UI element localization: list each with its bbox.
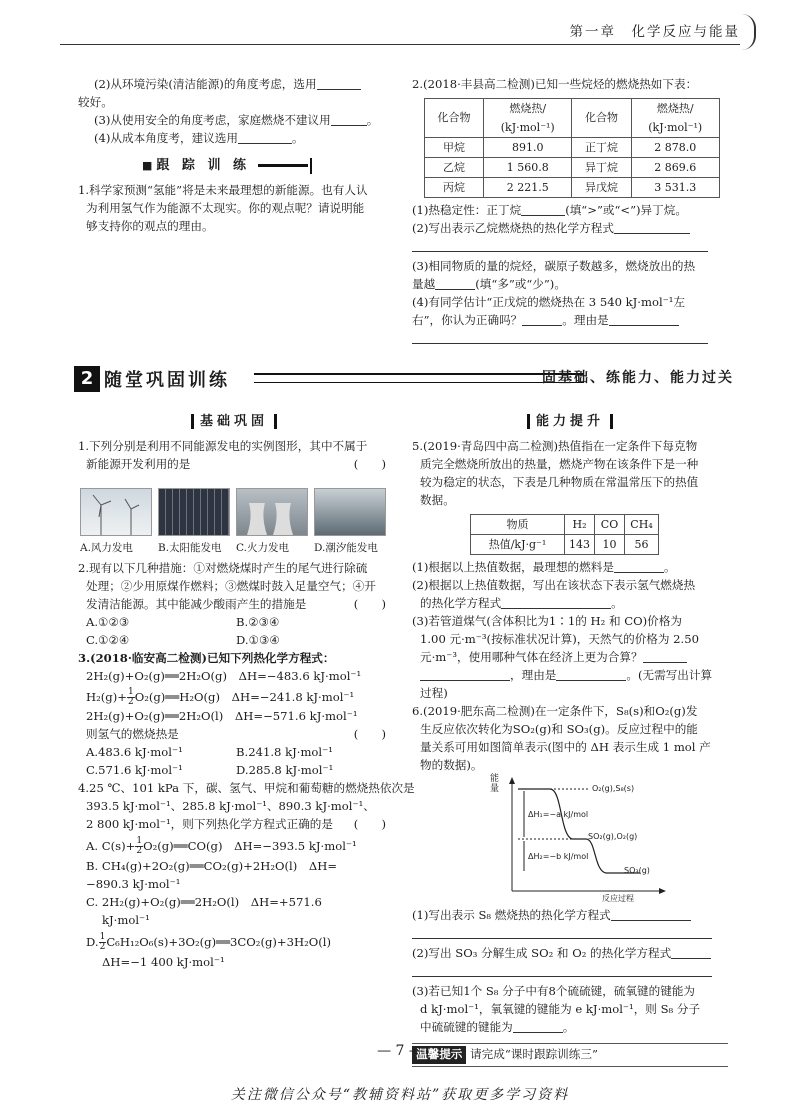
option[interactable]: A.①②③ [86,614,130,629]
option-c-cont: kJ·mol⁻¹ [102,912,150,927]
answer-blank[interactable] [643,651,687,663]
equation-3: 2H₂(g)+O₂(g)══2H₂O(l) ΔH=−571.6 kJ·mol⁻¹ [86,708,358,723]
t1-line3: 够支持你的观点的理由。 [86,218,214,233]
q2c: 发清洁能源。其中能减少酸雨产生的措施是 [86,597,307,612]
table-row [425,178,720,198]
table-row [471,535,659,555]
q5-p3c: 元·m⁻³，使用哪种气体在经济上更为合算？ [420,649,643,664]
option-a-part1: A. C(s)+ [86,838,136,853]
q5-p3e: 。(无需写出计算 [626,667,713,682]
fraction-denominator: 2 [127,697,134,708]
table-unit: (kJ·mol⁻¹) [484,118,572,138]
fraction-numerator: 1 [127,687,134,698]
answer-blank[interactable] [671,947,711,959]
p4b-text: 右”，你认为正确吗？ [412,313,523,328]
caption-b: B.太阳能发电 [158,542,222,555]
q3-ask: 则氢气的燃烧热是 [86,726,179,741]
dh1-label: ΔH₁=−a kJ/mol [528,809,589,819]
table-row [425,158,720,178]
option[interactable]: B.241.8 kJ·mol⁻¹ [236,744,333,759]
equation-2a: H₂(g)+ [86,689,127,704]
tidal-power-photo [314,488,386,536]
right-column: 能力提升 5.(2019·青岛四中高二检测)热值指在一定条件下每克物 质完全燃烧所放出的热量，燃烧产物在该条件下是一种 较为稳定的状态，下表是几种物质在常温常压下的热值 数据。 物质 H₂ CO CH₄ 热值/kJ·g⁻¹ 143 10 56 (1)根据以上热值数据，最理想的燃料是 。 (2)根据以上热值数据，写出在该状态下表示氢气燃烧热 的热化学方程式 。 (3)若管道煤气(含体积比为1∶1的 H₂ 和 CO)价格为 1.00 元·m⁻³(按标准状况计算)，天然气的价格为 2.50 元·m⁻³，使用哪种气体在经济上更为合算？ ，理由是 。(无需写出计算 过程) 6.(2019·肥东高二检测)在一定条件下，S₈(s)和O₂(g)发 生反应依次转化为SO₂(g)和 SO₃(g)。反应过程中的能 量关系可用如图简单表示(图中的 ΔH 表示生成 1 mol 产 物的数据)。 能量 O₂(g),S₈(s) ΔH₁=−a kJ/mol SO₂(g),O₂(g) ΔH₂=−b kJ/mol SO₃(g) 反应过程 (1)写出表示 S₈ 燃烧热的热化学方程式 (2)写出 SO₃ 分解生成 SO₂ 和 O₂ 的热化学方程式 (3)若已知1个 S₈ 分子中有8个硫硫键，硫氧键的键能为 d kJ·mol⁻¹，氧氧键的键能为 e kJ·mol⁻¹，则 S₈ 分子 中硫硫键的键能为 。 温馨提示 请完成“课时跟踪训练三” [412,412,728,1067]
option-d[interactable] [78,930,390,954]
fraction-numerator: 1 [136,836,143,847]
table-header: 化合物 [572,98,631,137]
combustion-table [424,98,720,198]
q1b: 新能源开发利用的是 [86,457,191,472]
table-header: H₂ [565,515,595,535]
header-rule [60,44,740,45]
p4c-text: 。理由是 [562,313,609,328]
level-2-label: SO₂(g),O₂(g) [588,831,638,841]
option-d-part1: D. [86,934,99,949]
option-b-cont: −890.3 kJ·mol⁻¹ [86,876,181,891]
answer-blank[interactable] [614,222,690,234]
level-3-label: SO₃(g) [624,865,650,875]
answer-blank[interactable] [331,114,367,126]
q5a: 5.(2019·青岛四中高二检测)热值指在一定条件下每克物 [412,439,698,454]
q2b: 处理；②少用原煤作燃料；③燃煤时鼓入足量空气；④开 [86,579,376,594]
q6-p3b: d kJ·mol⁻¹，氧氧键的键能为 e kJ·mol⁻¹，则 S₈ 分子 [420,1001,701,1016]
caption-c: C.火力发电 [236,542,289,555]
option[interactable]: D.①③④ [236,632,280,647]
answer-blank[interactable] [412,332,708,344]
equation-1: 2H₂(g)+O₂(g)══2H₂O(g) ΔH=−483.6 kJ·mol⁻¹ [86,668,362,683]
q2-line1: (2)从环境污染(清洁能源)的角度考虑，选用 [94,77,317,91]
top-right-column [412,76,724,348]
top-left-column: (2)从环境污染(清洁能源)的角度考虑，选用 较好。 (3)从使用安全的角度考虑，家庭燃烧不建议用 。 (4)从成本角度考，建议选用 。 ■ 跟 踪 训 练 1.科学家预测“氢能”将是未来最理想的新能源。也有人认 为利用氢气作为能源不太现实。你的观点呢？请说明能 够支持你的观点的理由。 [78,76,390,236]
option[interactable]: C.571.6 kJ·mol⁻¹ [86,762,183,777]
q2-line2: 较好。 [78,94,113,109]
p3b-text: 量越 [412,277,436,292]
table-cell: 1 560.8 [484,158,572,178]
fraction-numerator: 1 [99,932,106,943]
half-fraction [127,688,135,707]
header-decoration [742,14,756,50]
cooling-tower-icon [237,489,309,537]
tip-label: 温馨提示 [412,1046,466,1064]
p4a-text: (4)有同学估计“正戊烷的燃烧热在 3 540 kJ·mol⁻¹左 [412,295,686,310]
q6-p3c: 中硫硫键的键能为 [420,1019,513,1034]
table-cell: 3 531.3 [631,178,720,198]
photo-row [78,474,390,560]
q5d: 数据。 [420,493,455,508]
answer-blank[interactable] [420,669,510,681]
answer-blank[interactable] [556,669,626,681]
table-header: 物质 [471,515,565,535]
level-1-label: O₂(g),S₈(s) [592,783,635,793]
chapter-title: 第一章 化学反应与能量 [569,24,740,40]
advanced-subtitle: 能力提升 [527,414,613,429]
thermal-plant-photo [236,488,308,536]
section-title: 随堂巩固训练 [104,370,230,391]
option[interactable]: C.①②④ [86,632,130,647]
answer-blank[interactable] [521,204,565,216]
table-cell: 2 869.6 [631,158,720,178]
p1-text: (1)热稳定性：正丁烷 [412,203,522,218]
x-axis-arrow-icon [659,888,666,894]
q4a: 4.25 ℃、101 kPa 下，碳、氢气、甲烷和葡萄糖的燃烧热依次是 [78,780,415,795]
energy-diagram-svg [490,775,670,901]
answer-blank[interactable] [522,314,562,326]
answer-blank[interactable] [412,965,712,977]
y-axis-label: 能量 [490,773,500,794]
option-a[interactable] [78,834,390,858]
answer-blank[interactable] [609,314,679,326]
answer-blank[interactable] [614,561,664,573]
q6-p1: (1)写出表示 S₈ 燃烧热的热化学方程式 [412,907,611,922]
table-row [425,138,720,158]
table-cell: 891.0 [484,138,572,158]
section-subtitle: 固基础、练能力、能力过关 [542,370,734,386]
q5-p2b: 的热化学方程式 [420,596,502,611]
table-cell: 正丁烷 [572,138,631,158]
wind-power-photo [80,488,152,536]
q3-text: (3)从使用安全的角度考虑，家庭燃烧不建议用 [94,112,331,127]
table-cell: 乙烷 [425,158,484,178]
table-cell: 热值/kJ·g⁻¹ [471,535,565,555]
square-icon: ■ [142,159,153,173]
q5-p2a: (2)根据以上热值数据，写出在该状态下表示氢气燃烧热 [412,578,696,593]
tip-text: 请完成“课时跟踪训练三” [470,1046,598,1061]
q6d: 物的数据)。 [420,757,483,772]
q1a: 1.下列分别是利用不同能源发电的实例图形，其中不属于 [78,439,368,454]
table-header: CO [595,515,625,535]
q4-text: (4)从成本角度考，建议选用 [94,130,238,145]
option-a-part2: O₂(g)══CO(g) ΔH=−393.5 kJ·mol⁻¹ [143,838,357,853]
option-d-cont: ΔH=−1 400 kJ·mol⁻¹ [102,954,225,969]
answer-paren[interactable]: ( ) [353,457,386,472]
q4c: 2 800 kJ·mol⁻¹，则下列热化学方程式正确的是 [86,816,333,831]
table-cell: 2 221.5 [484,178,572,198]
answer-blank[interactable] [611,909,691,921]
table-cell: 异戊烷 [572,178,631,198]
q6b: 生反应依次转化为SO₂(g)和 SO₃(g)。反应过程中的能 [420,721,698,736]
table-cell: 10 [595,535,625,555]
answer-blank[interactable] [435,278,475,290]
q2-intro: 2.(2018·丰县高二检测)已知一些烷烃的燃烧热如下表： [412,77,698,91]
table-cell: 2 878.0 [631,138,720,158]
table-header: 燃烧热/ [631,98,720,118]
section-number: 2 [74,366,100,392]
table-unit: (kJ·mol⁻¹) [631,118,720,138]
answer-blank[interactable] [412,240,708,252]
fraction-denominator: 2 [136,846,143,857]
q5-p1: (1)根据以上热值数据，最理想的燃料是 [412,560,614,575]
q5-p3f: 过程) [420,685,448,700]
p2-text: (2)写出表示乙烷燃烧热的热化学方程式 [412,221,614,236]
table-header: 燃烧热/ [484,98,572,118]
answer-blank[interactable] [412,927,712,939]
heading-rule [258,164,308,167]
basic-subtitle: 基础巩固 [191,414,277,429]
q2a: 2.现有以下几种措施：①对燃烧煤时产生的尾气进行除硫 [78,561,368,576]
option[interactable]: D.285.8 kJ·mol⁻¹ [236,762,334,777]
q6a: 6.(2019·肥东高二检测)在一定条件下，S₈(s)和O₂(g)发 [412,703,698,718]
wind-turbine-icon [81,489,153,537]
half-fraction [135,837,143,856]
answer-blank[interactable] [513,1021,563,1033]
equation-2b: O₂(g)══H₂O(g) ΔH=−241.8 kJ·mol⁻¹ [134,689,355,704]
solar-panel-photo [158,488,230,536]
q5-p3a: (3)若管道煤气(含体积比为1∶1的 H₂ 和 CO)价格为 [412,614,682,629]
option[interactable]: B.②③④ [236,614,280,629]
q6-p2: (2)写出 SO₃ 分解生成 SO₂ 和 O₂ 的热化学方程式 [412,945,672,960]
footer-note: 关注微信公众号“教辅资料站”获取更多学习资料 [230,1087,570,1103]
tracking-title: 跟 踪 训 练 [156,157,250,173]
q5-p3d: ，理由是 [510,667,557,682]
table-header: 化合物 [425,98,484,137]
page-number: — 7 — [377,1043,423,1059]
table-cell: 甲烷 [425,138,484,158]
y-axis-arrow-icon [509,777,515,784]
p3c-text: (填“多”或“少”)。 [475,277,566,292]
heading-bar [310,158,312,174]
table-cell: 143 [565,535,595,555]
q4b: 393.5 kJ·mol⁻¹、285.8 kJ·mol⁻¹、890.3 kJ·mol⁻¹、 [86,798,375,813]
q6c: 量关系可用如图简单表示(图中的 ΔH 表示生成 1 mol 产 [420,739,711,754]
q5-p3b: 1.00 元·m⁻³(按标准状况计算)，天然气的价格为 2.50 [420,631,699,646]
answer-paren[interactable]: ( ) [353,816,386,831]
table-cell: 丙烷 [425,178,484,198]
q5b: 质完全燃烧所放出的热量，燃烧产物在该条件下是一种 [420,457,699,472]
fraction-denominator: 2 [99,942,106,953]
q3: 3.(2018·临安高二检测)已知下列热化学方程式： [78,650,335,665]
answer-paren[interactable]: ( ) [353,726,386,741]
table-cell: 56 [625,535,659,555]
caption-d: D.潮汐能发电 [314,542,378,555]
table-header: CH₄ [625,515,659,535]
dh2-label: ΔH₂=−b kJ/mol [528,851,589,861]
q5c: 较为稳定的状态，下表是几种物质在常温常压下的热值 [420,475,699,490]
x-axis-label: 反应过程 [602,893,634,903]
section-bar [74,366,734,392]
energy-diagram [490,775,670,901]
heat-value-table [470,514,659,555]
answer-paren[interactable]: ( ) [353,597,386,612]
option-b[interactable]: B. CH₄(g)+2O₂(g)══CO₂(g)+2H₂O(l) ΔH= [86,858,338,873]
left-column [78,412,415,971]
table-cell: 异丁烷 [572,158,631,178]
p1b-text: (填“>”或“<”)异丁烷。 [565,203,687,218]
section-rule [254,373,584,383]
p3a-text: (3)相同物质的量的烷烃，碳原子数越多，燃烧放出的热 [412,259,696,274]
page-header [0,0,800,50]
caption-a: A.风力发电 [80,542,133,555]
q6-p3a: (3)若已知1个 S₈ 分子中有8个硫硫键，硫氧键的键能为 [412,983,696,998]
t1-line2: 为利用氢气作为能源不太现实。你的观点呢？请说明能 [86,200,365,215]
tracking-heading [142,156,390,176]
answer-blank[interactable] [501,597,611,609]
t1-line1: 1.科学家预测“氢能”将是未来最理想的新能源。也有人认 [78,183,368,198]
option[interactable]: A.483.6 kJ·mol⁻¹ [86,744,183,759]
option-c[interactable]: C. 2H₂(g)+O₂(g)══2H₂O(l) ΔH=+571.6 [86,894,322,909]
answer-blank[interactable] [317,78,361,90]
answer-blank[interactable] [238,132,292,144]
option-d-part2: C₆H₁₂O₆(s)+3O₂(g)══3CO₂(g)+3H₂O(l) [106,934,332,949]
